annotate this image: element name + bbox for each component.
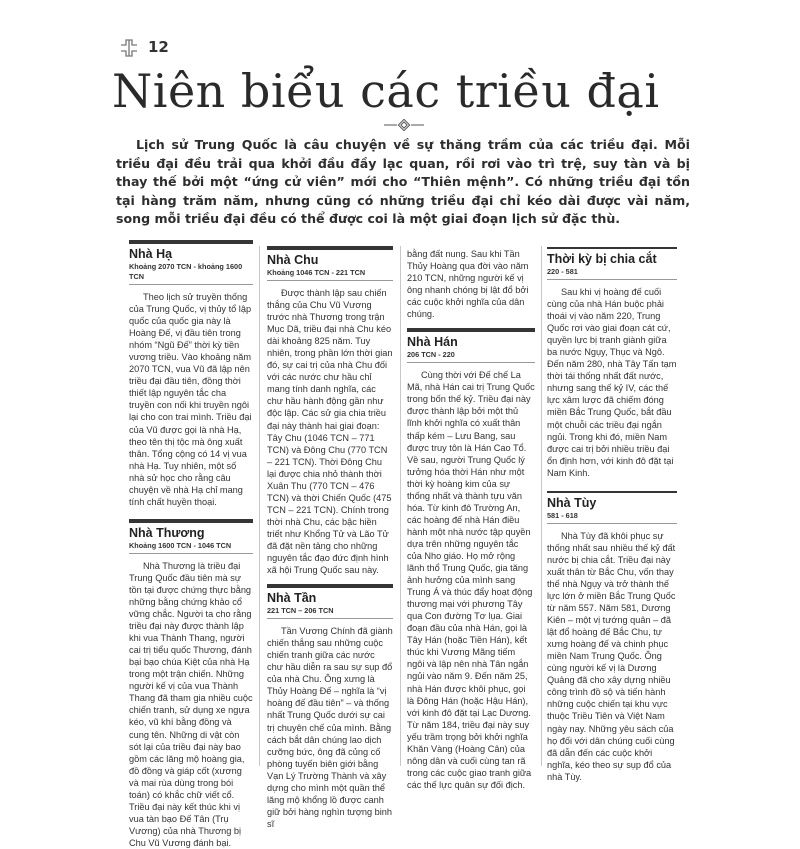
column-divider	[541, 246, 542, 766]
column-1	[129, 240, 253, 849]
section-title: Nhà Tùy	[547, 495, 597, 510]
section-text: Sau khi vị hoàng đế cuối cùng của nhà Hán buộc phải thoái vị vào năm 220, Trung Quốc rơi vào giai đoạn cát cứ, quyền lực bị tranh giành giữa ba nước Ngụy, Thục và Ngô. Đến năm 280, nhà Tây Tấn tạm thời tái thống nhất đất nước, nhưng sang thế kỷ IV, các thế lực xâm lược đã chiếm đóng miền Bắc Trung Quốc, bắt đầu một chuỗi các triều đại ngắn ngủi. Trong khi đó, miền Nam được cai trị bởi nhiều triều đại ổn định hơn, với kinh đô đặt tại Nam Kinh.	[547, 287, 677, 478]
column-3	[407, 248, 535, 791]
section-text: Tần Vương Chính đã giành chiến thắng sau những cuộc chiến tranh giữa các nước chư hầu diễn ra sau sự sụp đổ của nhà Chu. Ông xưng là Thủy Hoàng Đế – nghĩa là “vị hoàng đế đầu tiên” – và thống nhất Trung Quốc dưới sự cai trị chuyên chế của mình. Bằng cách bắt dân chúng lao dịch cưỡng bức, ông đã củng cố phòng tuyến biên giới bằng Vạn Lý Trường Thành và xây dựng cho mình một quần thể lăng mộ khổng lồ được canh giữ bởi hàng nghìn tượng binh sĩ	[267, 626, 393, 829]
section-dates: Khoảng 1600 TCN - 1046 TCN	[129, 541, 253, 554]
page-number: 12	[148, 38, 169, 56]
section-title: Nhà Thương	[129, 525, 205, 540]
key-fret-icon	[119, 38, 139, 58]
section-tan	[267, 584, 393, 619]
chinese-knot-icon	[384, 119, 424, 131]
section-text: Cùng thời với Đế chế La Mã, nhà Hán cai trị Trung Quốc trong bốn thế kỷ. Triều đại này được thành lập bởi một thủ lĩnh khởi nghĩa có xuất thân thấp kém – Lưu Bang, sau được truy tôn là Hán Cao Tổ. Về sau, người Trung Quốc lý tưởng hóa thời Hán như một thời kỳ hoàng kim của sự thống nhất và thành tựu văn hóa. Từ kinh đô Trường An, các hoàng đế nhà Hán điều hành một nhà nước tập quyền dựa trên những nguyên tắc của Nho giáo. Họ mở rộng lãnh thổ Trung Quốc, gia tăng ảnh hưởng của mình sang Trung Á và thúc đẩy hoạt động thương mại với phương Tây qua Con đường Tơ lụa. Giai đoạn đầu của nhà Hán, gọi là Tây Hán (hoặc Tiền Hán), kết thúc khi Vương Mãng tiếm ngôi và lập nên nhà Tân ngắn ngủi vào năm 9. Đến năm 25, nhà Hán được khôi phục, gọi là Đông Hán (hoặc Hậu Hán), với kinh đô đặt tại Lạc Dương. Từ năm 184, triều đại này suy yếu trầm trọng bởi khởi nghĩa Khăn Vàng (Hoàng Cân) của nông dân và cuối cùng tan rã trong các cuộc giao tranh giữa các thế lực quân sự đối địch.	[407, 370, 535, 790]
section-han	[407, 328, 535, 363]
section-title: Thời kỳ bị chia cắt	[547, 252, 657, 266]
section-dates: 220 - 581	[547, 267, 677, 280]
column-divider	[400, 246, 401, 766]
section-tuy	[547, 491, 677, 524]
section-dates: 206 TCN - 220	[407, 350, 535, 363]
section-ha	[129, 240, 253, 285]
section-text: Nhà Tùy đã khôi phục sự thống nhất sau nhiều thế kỷ đất nước bị chia cắt. Triều đại này xuất thân từ Bắc Chu, vốn thay thế nhà Ngụy và trở thành thế lực lớn ở miền Bắc Trung Quốc từ năm 557. Năm 581, Dương Kiên – một vị tướng quân – đã lật đổ hoàng đế Bắc Chu, tự xưng hoàng đế và chinh phục miền Nam Trung Quốc. Ông cùng người kế vị là Dương Quảng đã cho xây dựng nhiều công trình đồ sộ và tiến hành những cuộc chiến tại khu vực thuộc Triều Tiên và Việt Nam ngày nay. Những yêu sách của họ đối với dân chúng cuối cùng đã dẫn đến các cuộc khởi nghĩa, kéo theo sự sụp đổ của nhà Tùy.	[547, 530, 676, 782]
section-chu	[267, 246, 393, 281]
column-divider	[259, 246, 260, 766]
page-title: Niên biểu các triều đại	[112, 64, 660, 118]
section-text: Nhà Thương là triều đại Trung Quốc đầu tiên mà sự tồn tại được chứng thực bằng những bằng chứng khảo cổ vững chắc. Người ta cho rằng triều đại này được thành lập khi vua Thành Thang, người cai trị tiểu quốc Thương, đánh bại bạo chúa Kiệt của nhà Hạ trong một trận chiến. Những người kế vị của vua Thành Thang đã tham gia nhiều cuộc chiến tranh, sử dụng xe ngựa kéo, vũ khí bằng đồng và cung tên. Những di vật còn sót lại của triều đại này bao gồm các lăng mộ hoàng gia, đồ đồng và giáp cốt (xương và mai rùa dùng trong bói toán) có khắc chữ viết cổ. Triều đại này kết thúc khi vị vua tàn bạo Đế Tân (Trụ Vương) của nhà Thương bị Chu Vũ Vương đánh bại.	[129, 560, 253, 848]
section-dates: Khoảng 1046 TCN - 221 TCN	[267, 268, 393, 281]
section-title: Nhà Hán	[407, 335, 458, 350]
section-text: Được thành lập sau chiến thắng của Chu Vũ Vương trước nhà Thương trong trận Mục Dã, triều đại nhà Chu kéo dài khoảng 825 năm. Tuy nhiên, trong phần lớn thời gian đó, sự cai trị của nhà Chu đối với các nước chư hầu chỉ mang tính danh nghĩa, các chư hầu hành động gần như độc lập. Các sử gia chia triều đại này thành hai giai đoạn: Tây Chu (1046 TCN – 771 TCN) và Đông Chu (770 TCN – 221 TCN). Thời Đông Chu lại được chia nhỏ thành thời Xuân Thu (770 TCN – 476 TCN) và thời Chiến Quốc (475 TCN – 221 TCN). Chính trong thời nhà Chu, các bậc hiền triết như Khổng Tử và Lão Tử đã đặt nền tảng cho những nguyên tắc đạo đức định hình xã hội Trung Quốc sau này.	[267, 288, 393, 576]
section-thuong	[129, 519, 253, 554]
column-4	[547, 247, 677, 783]
column-2	[267, 246, 393, 830]
section-title: Nhà Chu	[267, 253, 319, 267]
section-text: Theo lịch sử truyền thống của Trung Quốc, vị thủy tổ lập quốc của quốc gia này là Hoàng Đế, vị đầu tiên trong nhóm “Ngũ Đế” thời kỳ tiền vương triều. Vào khoảng năm 2070 TCN, vua Vũ đã lập nên triều đại đầu tiên, đồng thời thiết lập nguyên tắc cha truyền con nối khi truyền ngôi lại cho con trai mình. Triều đại của Vũ được gọi là nhà Hạ, theo tên thị tộc mà ông xuất thân. Tổng cộng có 14 vị vua nhà Hạ. Tuy nhiên, một số nhà sử học cho rằng câu chuyện về nhà Hạ chỉ mang tính chất huyền thoại.	[129, 292, 252, 507]
section-dates: Khoảng 2070 TCN - khoảng 1600 TCN	[129, 262, 253, 285]
section-dates: 581 - 618	[547, 511, 677, 524]
section-dates: 221 TCN – 206 TCN	[267, 606, 393, 619]
section-chiacat	[547, 247, 677, 280]
intro-paragraph: Lịch sử Trung Quốc là câu chuyện về sự thăng trầm của các triều đại. Mỗi triều đại đều trải qua khởi đầu đầy lạc quan, rồi rơi vào trì trệ, suy tàn và bị thay thế bởi một “ứng cử viên” mới cho “Thiên mệnh”. Có những triều đại tồn tại hàng trăm năm, nhưng cũng có những triều đại chỉ kéo dài được vài năm, song mỗi triều đại đều có thể được coi là một giai đoạn lịch sử đặc thù.	[116, 137, 690, 227]
section-title: Nhà Hạ	[129, 247, 173, 261]
section-title: Nhà Tần	[267, 591, 317, 606]
section-text: bằng đất nung. Sau khi Tần Thủy Hoàng qua đời vào năm 210 TCN, những người kế vị ông nhanh chóng bị lật đổ bởi các cuộc khởi nghĩa của dân chúng.	[407, 249, 529, 320]
